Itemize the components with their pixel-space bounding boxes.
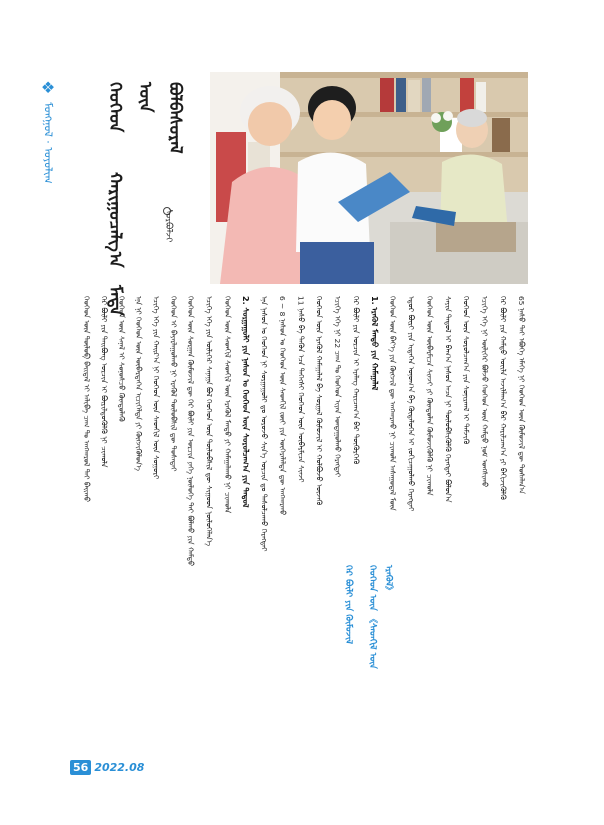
page-number: 56 (70, 760, 91, 775)
subheading-line-2: ᠬᠡᠦᠬᠡᠳ ᠦᠨ 《ᠰᠡᠳᠬᠢᠯ ᠦᠨ ᠡᠷᠡᠭᠦᠯ》 (367, 565, 393, 669)
body-column: 65 ᠨᠠᠰᠤ ᠲᠠᠢ ᠡᠪᠦᠭᠡ ᠡᠮᠡᠭᠡ ᠨᠢ ᠬᠡᠦᠬᠡᠳ ᠦᠨ ᠬᠦᠮᠦᠵᠢᠯ ᠳᠦ ᠲᠤᠰᠠᠯᠠᠨ᠎ᠠ (516, 296, 526, 494)
section-tag (34, 80, 62, 250)
article-photo (210, 72, 528, 284)
body-column: 11 ᠨᠠᠰᠤ ᠪᠠ ᠲᠡᠭᠦᠨ ᠡᠴᠡ ᠳᠡᠭᠡᠭᠰᠢ ᠬᠡᠦᠬᠡᠳ ᠦᠨ ᠥᠪᠡᠷᠮᠢᠴᠡ ᠰᠢᠨᠵᠢ (296, 296, 306, 483)
body-column: ᠬᠡᠦᠬᠡᠳ ᠦᠨ ᠰᠠᠨᠠᠯ ᠢ ᠰᠣᠨᠣᠰᠴᠤ ᠬᠦᠨᠳᠦᠯᠡᠬᠦ (116, 296, 126, 422)
article-title (100, 82, 190, 317)
ornament-icon: ❖ (40, 78, 56, 97)
subheading-block (340, 565, 393, 675)
body-column: ᠡᠨᠡ ᠨᠠᠰᠤᠨ ᠤ ᠬᠡᠦᠬᠡᠳ ᠨᠢ ᠰᠤᠷᠭᠠᠭᠤᠯᠢ ᠳᠤ ᠣᠷᠣᠵᠤ ᠰᠢᠨ᠎ᠡ ᠣᠷᠴᠢᠨ ᠳᠤ ᠳᠠᠰᠤᠯᠴᠠᠬᠤ ᠬᠡᠷᠡᠭᠲᠡᠢ (259, 296, 269, 552)
article-body-columns-left (82, 296, 178, 706)
body-column: ᠡᠳ᠋ᠦᠷ ᠪᠦᠷᠢ ᠶᠢᠨ ᠢᠳᠡᠭᠡᠨ ᠤᠨᠤᠭ᠎ᠠ ᠪᠠ ᠬᠥᠳᠡᠯᠦᠭᠡᠨ ᠢ ᠵᠣᠬᠢᠴᠠᠭᠤᠯᠬᠤ ᠬᠡᠷᠡᠭᠲᠡᠢ (406, 296, 416, 512)
section-heading: 1. ᠡᠷᠡᠭᠦᠯ ᠮᠡᠨᠳᠦ ᠶᠢᠨ ᠬᠠᠮᠠᠭᠠᠯᠠᠯ (369, 296, 379, 391)
body-column: ᠰᠠᠶᠢᠨ ᠳᠠᠳᠤᠯ ᠢ ᠪᠠᠭ᠎ᠠ ᠨᠠᠰᠤᠨ ᠠᠴᠠ ᠨᠢ ᠲᠥᠯᠦᠪᠰᠢᠭᠦᠯᠬᠦ ᠬᠡᠷᠡᠭᠲᠡᠢ ᠪᠣᠯᠤᠨ᠎ᠠ (443, 296, 453, 503)
body-column: 6 ~ 8 ᠨᠠᠰᠤᠨ ᠤ ᠬᠡᠦᠬᠡᠳ ᠦᠨ ᠰᠡᠳᠬᠢᠯ ᠵᠦᠢ ᠶᠢᠨ ᠥᠭᠡᠷᠡᠯᠡᠯᠲᠡ ᠳᠦ ᠠᠩᠬᠠᠷᠬᠤ (277, 296, 287, 516)
body-column: ᠬᠡᠦᠬᠡᠳ ᠦᠨ ᠥᠪᠡᠷᠮᠢᠴᠡ ᠰᠢᠨᠵᠢ ᠶᠢ ᠬᠦᠨᠳᠦᠯᠡᠨ ᠬᠦᠮᠦᠵᠢᠭᠦᠯᠬᠦ ᠨᠢ ᠴᠢᠬᠤᠯᠠ (424, 296, 434, 496)
body-column: ᠬᠡᠦᠬᠡᠳ ᠦᠨ ᠰᠤᠷᠤᠯᠴᠠᠭ᠎ᠠ ᠶᠢᠨ ᠰᠣᠨᠢᠷᠬᠠᠯ ᠢ ᠳᠡᠮᠵᠢᠬᠦ (461, 296, 471, 445)
body-column: ᠡᠴᠢᠭᠡ ᠡᠬᠡ ᠶᠢᠨ ᠦᠯᠢᠭᠡᠷ ᠰᠠᠨᠠᠭᠠ ᠪᠣᠯ ᠬᠡᠦᠬᠡᠳ ᠦᠨ ᠲᠥᠯᠦᠪᠰᠢᠯ ᠳᠦ ᠰᠢᠭᠤᠳ ᠨᠥᠯᠦᠭᠡᠯᠡᠨ᠎ᠡ (204, 296, 214, 546)
title-line-3: ᠮᠡᠳᠡ (105, 285, 125, 317)
article-byline: ᠰᠤᠷᠪᠤᠯᠵᠢ (163, 208, 173, 243)
body-column: ᠬᠡᠦᠬᠡᠳ ᠢ ᠪᠠᠶᠠᠷᠯᠠᠭᠤᠯᠬᠤ ᠨᠢ ᠡᠷᠡᠭᠦᠯ ᠲᠥᠯᠦᠪᠰᠢᠯ ᠳᠦ ᠲᠤᠰᠠᠲᠠᠢ (168, 296, 178, 472)
subheading-line-1: ᠭᠡᠷ ᠪᠦᠯᠢ ᠶᠢᠨ ᠬᠦᠮᠦᠵᠢᠯ (343, 565, 353, 645)
body-column: ᠬᠡᠦᠬᠡᠳ ᠦᠨ ᠰᠡᠳᠬᠢᠯ ᠰᠡᠳᠬᠢᠯ ᠦᠨ ᠡᠷᠡᠭᠦᠯ ᠮᠡᠨᠳᠦ ᠶᠢ ᠬᠠᠮᠠᠭᠠᠯᠠᠬᠤ ᠨᠢ ᠴᠢᠬᠤᠯᠠ (222, 296, 232, 514)
body-column: ᠡᠴᠢᠭᠡ ᠡᠬᠡ ᠨᠢ 22 ᠴᠠᠭ ᠲᠤ ᠬᠡᠦᠬᠡᠳ ᠢᠶᠡᠨ ᠤᠨᠲᠠᠭᠤᠯᠬᠤ ᠬᠡᠷᠡᠭᠲᠡᠢ (333, 296, 342, 478)
body-column: ᠡᠴᠢᠭᠡ ᠡᠬᠡ ᠨᠢ ᠦᠯᠢᠭᠡᠷ ᠪᠣᠯᠵᠤ ᠬᠡᠦᠬᠡᠳ ᠦᠨ ᠬᠠᠮᠲᠤ ᠨᠣᠮ ᠤᠩᠰᠢᠬᠤ (480, 296, 489, 488)
page-folio (70, 760, 144, 775)
body-column: ᠬᠡᠦᠬᠡᠳ ᠦᠨ ᠰᠤᠷᠭᠠᠨ ᠬᠦᠮᠦᠵᠢᠯ ᠳᠦ ᠭᠡᠷ ᠪᠦᠯᠢ ᠶᠢᠨ ᠤᠷᠴᠢᠨ ᠶᠡᠬᠡ ᠨᠥᠯᠦᠭᠡ ᠲᠡᠢ ᠪᠣᠯᠬᠤ ᠶᠢᠨ ᠬᠠᠮᠲᠤ (186, 296, 195, 567)
body-column: ᠭᠡᠷ ᠪᠦᠯᠢ ᠶᠢᠨ ᠤᠷᠴᠢᠨ ᠢ ᠡᠶᠡᠯᠡᠭ ᠬᠠᠷᠢᠴᠠᠭ᠎ᠠ ᠪᠠᠷ ᠳᠦᠭᠦᠷᠭᠡᠬᠦ (351, 296, 361, 465)
body-column: ᠭᠡᠷ ᠪᠦᠯᠢ ᠶᠢᠨ ᠬᠠᠮᠲᠤ ᠦᠢᠯᠡ ᠠᠵᠢᠯᠯᠠᠭ᠎ᠠ ᠪᠠᠷ ᠬᠠᠷᠢᠯᠴᠠᠭ᠎ᠠ ᠶᠢ ᠪᠡᠬᠢᠵᠢᠭᠦᠯᠬᠦ (498, 296, 508, 500)
body-column: ᠡᠨᠡ ᠨᠢ ᠬᠡᠦᠬᠡᠳ ᠦᠨ ᠥᠪᠡᠷᠲᠡᠭᠡᠨ ᠢᠴᠢᠭᠡᠯᠲᠡ ᠶᠢ ᠬᠥᠭᠵᠢᠭᠦᠯᠦᠨ᠎ᠡ (134, 296, 144, 471)
section-label: ᠮᠣᠩᠭᠣᠯ · ᠤᠶᠤᠯᠢᠭ (41, 102, 55, 184)
title-line-2: ᠬᠠᠷᠢᠭᠤᠴᠠᠯᠭ᠎ᠠ (105, 171, 125, 268)
family-reading-illustration (210, 72, 528, 284)
body-column: ᠬᠡᠦᠬᠡᠳ ᠦᠨ ᠲᠥᠯᠦᠪ ᠪᠠᠢᠳᠠᠯ ᠢ ᠠᠯᠢᠪᠠ ᠴᠠᠭ ᠲᠤ ᠠᠩᠬᠠᠷᠤᠯ ᠲᠠᠢ ᠪᠠᠢᠬᠤ (82, 296, 91, 502)
body-column: ᠬᠡᠦᠬᠡᠳ ᠦᠨ ᠡᠷᠡᠭᠦᠯ ᠬᠠᠮᠠᠭᠠᠯᠠᠯ ᠪᠠ ᠰᠤᠷᠭᠠᠯ ᠬᠦᠮᠦᠵᠢᠯ ᠢ ᠬᠣᠯᠪᠣᠵᠤ ᠦᠵᠡᠬᠦ (314, 296, 324, 506)
body-column: ᠡᠴᠢᠭᠡ ᠡᠬᠡ ᠶᠢᠨ ᠬᠠᠢᠷ᠎ᠠ ᠨᠢ ᠬᠡᠦᠬᠡᠳ ᠦᠨ ᠰᠡᠳᠬᠢᠯ ᠦᠨ ᠰᠤᠭᠤᠷᠢ (151, 296, 161, 480)
body-column: ᠭᠡᠷ ᠪᠦᠯᠢ ᠶᠢᠨ ᠲᠠᠢᠪᠤᠩ ᠤᠷᠴᠢᠨ ᠢ ᠪᠦᠷᠢᠯᠳᠦᠭᠦᠯᠬᠦ ᠨᠢ ᠴᠢᠬᠤᠯᠠ (99, 296, 109, 468)
issue-date: 2022.08 (94, 761, 145, 774)
title-line-1: ᠬᠡᠦᠬᠡᠳ ᠦᠨ ᠪᠣᠯᠪᠠᠰᠤᠷᠠᠯ (105, 82, 185, 154)
body-column: ᠬᠡᠦᠬᠡᠳ ᠦᠨ ᠪᠡᠶ᠎ᠡ ᠶᠢᠨ ᠬᠥᠭᠵᠢᠯ ᠳᠦ ᠠᠩᠬᠠᠷᠬᠤ ᠨᠢ ᠴᠢᠬᠤᠯᠠ ᠠᠰᠠᠭᠤᠳᠠᠯ ᠮᠦᠨ (388, 296, 398, 511)
section-heading: 2. ᠰᠤᠷᠭᠠᠭᠤᠯᠢ ᠶᠢᠨ ᠨᠠᠰᠤᠨ ᠤ ᠬᠡᠦᠬᠡᠳ ᠦᠨ ᠰᠤᠷᠤᠯᠴᠠᠭ᠎ᠠ ᠶᠢᠨ ᠳᠠᠳᠤᠯ (241, 296, 251, 508)
